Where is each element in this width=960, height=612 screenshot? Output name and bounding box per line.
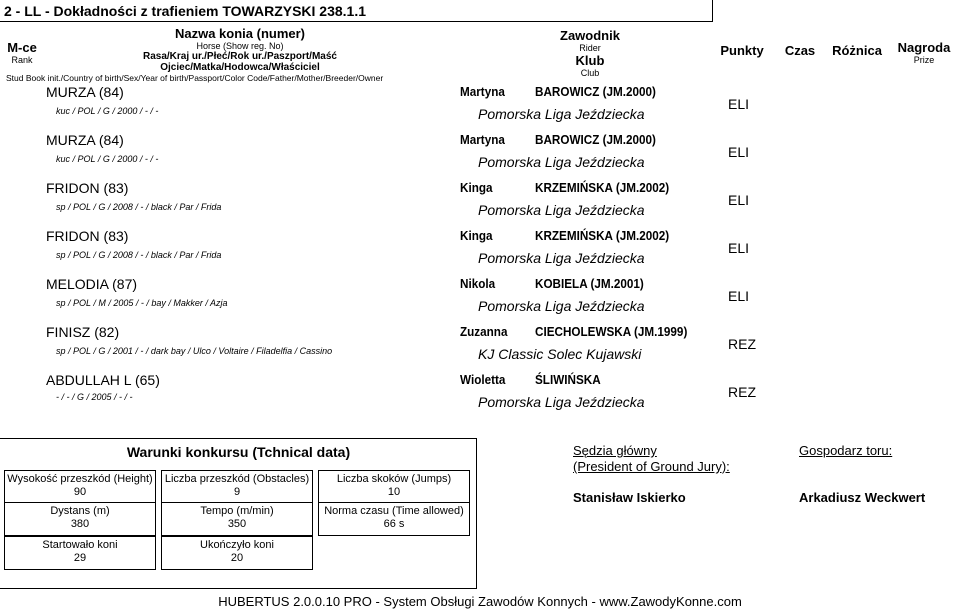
rider-last-name: BAROWICZ (JM.2000) xyxy=(535,84,656,99)
time-header xyxy=(775,43,825,58)
rider-first-name: Wioletta xyxy=(460,372,506,387)
result-points: REZ xyxy=(728,384,756,400)
horse-info: sp / POL / G / 2008 / - / black / Par / Frida xyxy=(56,202,222,212)
jumps-cell xyxy=(318,470,470,504)
points-header-label: Punkty xyxy=(720,43,764,58)
title-box xyxy=(0,0,713,22)
result-points: ELI xyxy=(728,192,750,208)
horse-header-title: Nazwa konia (numer) xyxy=(174,26,306,41)
tempo-value: 350 xyxy=(227,518,247,530)
conditions-title: Warunki konkursu (Tchnical data) xyxy=(126,444,351,460)
horse-info: - / - / G / 2005 / - / - xyxy=(56,392,133,402)
horse-name: MURZA (84) xyxy=(46,132,124,148)
result-points: REZ xyxy=(728,336,756,352)
height-value: 90 xyxy=(73,486,87,498)
rank-header-label: M-ce xyxy=(7,40,37,55)
rider-last-name: BAROWICZ (JM.2000) xyxy=(535,132,656,147)
result-points: ELI xyxy=(728,96,750,112)
horse-name: FRIDON (83) xyxy=(46,180,129,196)
height-label: Wysokość przeszkód (Height) xyxy=(7,473,153,485)
obstacles-value: 9 xyxy=(233,486,241,498)
entry-row xyxy=(0,132,960,180)
rider-last-name: KRZEMIŃSKA (JM.2002) xyxy=(535,228,670,243)
club-header-en: Club xyxy=(580,68,600,78)
tempo-label: Tempo (m/min) xyxy=(200,505,274,517)
rider-header-label: Zawodnik xyxy=(560,28,620,43)
obstacles-cell xyxy=(161,470,313,504)
host-name: Arkadiusz Weckwert xyxy=(799,490,926,505)
rider-club: Pomorska Liga Jeździecka xyxy=(478,202,645,218)
distance-value: 380 xyxy=(70,518,90,530)
rider-first-name: Kinga xyxy=(460,228,493,243)
started-value: 29 xyxy=(73,552,87,564)
rider-last-name: ŚLIWIŃSKA xyxy=(535,372,601,387)
horse-name: ABDULLAH L (65) xyxy=(46,372,160,388)
horse-info: sp / POL / M / 2005 / - / bay / Makker / Azja xyxy=(56,298,228,308)
rider-club: Pomorska Liga Jeździecka xyxy=(478,250,645,266)
result-points: ELI xyxy=(728,240,750,256)
prize-header-en: Prize xyxy=(913,55,935,65)
prize-header xyxy=(892,40,956,65)
horse-info: sp / POL / G / 2008 / - / black / Par / Frida xyxy=(56,250,222,260)
points-header xyxy=(712,43,772,58)
distance-label: Dystans (m) xyxy=(50,505,110,517)
rider-first-name: Kinga xyxy=(460,180,493,195)
horse-header-line4: Stud Book init./Country of birth/Sex/Year of birth/Passport/Color Code/Father/Mother/Breeder/Owner xyxy=(6,73,384,83)
rider-last-name: CIECHOLEWSKA (JM.1999) xyxy=(535,324,688,339)
rider-first-name: Martyna xyxy=(460,84,505,99)
diff-header-label: Różnica xyxy=(832,43,882,58)
horse-header-en: Horse (Show reg. No) xyxy=(196,41,284,51)
rider-header-en: Rider xyxy=(579,43,601,53)
rider-club: Pomorska Liga Jeździecka xyxy=(478,298,645,314)
host-label: Gospodarz toru: xyxy=(799,443,893,458)
horse-name: FINISZ (82) xyxy=(46,324,120,340)
rider-club: Pomorska Liga Jeździecka xyxy=(478,154,645,170)
horse-header xyxy=(0,26,460,83)
judge-label: Sędzia główny xyxy=(573,443,657,458)
distance-cell xyxy=(4,502,156,536)
finished-label: Ukończyło koni xyxy=(200,539,274,551)
horse-name: MURZA (84) xyxy=(46,84,124,100)
entry-row xyxy=(0,276,960,324)
horse-header-line3: Ojciec/Matka/Hodowca/Właściciel xyxy=(160,62,320,73)
tempo-cell xyxy=(161,502,313,536)
rider-first-name: Martyna xyxy=(460,132,505,147)
finished-value: 20 xyxy=(230,552,244,564)
horse-info: kuc / POL / G / 2000 / - / - xyxy=(56,106,159,116)
footer-text: HUBERTUS 2.0.0.10 PRO - System Obsługi Zawodów Konnych - www.ZawodyKonne.com xyxy=(218,594,742,609)
entry-row xyxy=(0,180,960,228)
page-title: 2 - LL - Dokładności z trafieniem TOWARZYSKI 238.1.1 xyxy=(4,3,367,19)
rider-club: KJ Classic Solec Kujawski xyxy=(478,346,642,362)
time-allowed-value: 66 s xyxy=(383,518,405,530)
entry-row xyxy=(0,228,960,276)
rider-first-name: Zuzanna xyxy=(460,324,508,339)
horse-info: sp / POL / G / 2001 / - / dark bay / Ulco / Voltaire / Filadelfia / Cassino xyxy=(56,346,333,356)
jumps-label: Liczba skoków (Jumps) xyxy=(336,473,452,485)
time-allowed-label: Norma czasu (Time allowed) xyxy=(324,505,464,517)
rider-last-name: KRZEMIŃSKA (JM.2002) xyxy=(535,180,670,195)
height-cell xyxy=(4,470,156,504)
horse-info: kuc / POL / G / 2000 / - / - xyxy=(56,154,159,164)
horse-name: FRIDON (83) xyxy=(46,228,129,244)
judge-label-en: (President of Ground Jury): xyxy=(573,459,730,474)
rider-header xyxy=(540,28,640,78)
horse-name: MELODIA (87) xyxy=(46,276,138,292)
diff-header xyxy=(826,43,888,58)
rider-club: Pomorska Liga Jeździecka xyxy=(478,106,645,122)
jumps-value: 10 xyxy=(387,486,401,498)
started-cell xyxy=(4,536,156,570)
entry-row xyxy=(0,372,960,420)
rank-header-en: Rank xyxy=(11,55,33,65)
prize-header-label: Nagroda xyxy=(897,40,951,55)
rider-club: Pomorska Liga Jeździecka xyxy=(478,394,645,410)
club-header-label: Klub xyxy=(575,53,605,68)
result-points: ELI xyxy=(728,288,750,304)
time-allowed-cell xyxy=(318,502,470,536)
time-header-label: Czas xyxy=(784,43,816,58)
entry-row xyxy=(0,84,960,132)
rider-last-name: KOBIELA (JM.2001) xyxy=(535,276,644,291)
judge-name: Stanisław Iskierko xyxy=(573,490,686,505)
started-label: Startowało koni xyxy=(42,539,118,551)
finished-cell xyxy=(161,536,313,570)
rider-first-name: Nikola xyxy=(460,276,496,291)
horse-header-line2: Rasa/Kraj ur./Płeć/Rok ur./Paszport/Maść xyxy=(143,51,337,62)
result-points: ELI xyxy=(728,144,750,160)
entry-row xyxy=(0,324,960,372)
obstacles-label: Liczba przeszkód (Obstacles) xyxy=(164,473,310,485)
